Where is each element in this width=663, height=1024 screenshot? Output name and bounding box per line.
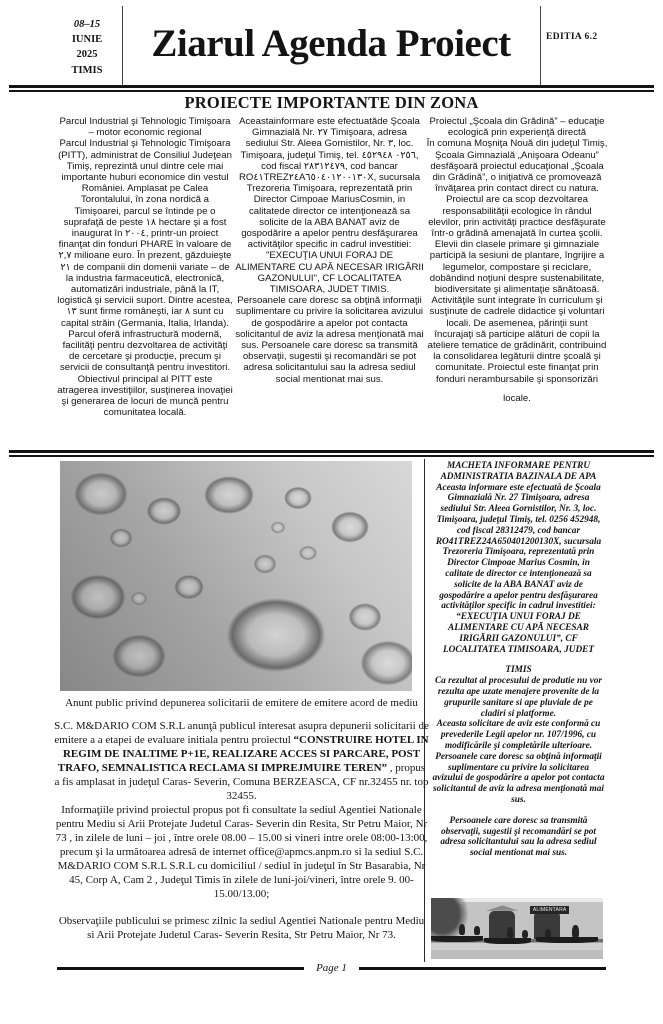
footer-rule-left [57, 967, 304, 970]
page-number: Page 1 [316, 962, 347, 974]
announcement-paragraph: Observaţiile publicului se primesc zilnic la sediul Agentiei Nationale pentru Mediu si Arii Protejate Judetul Caras- Severin Resita, Str Petru Maior, Nr 73. [58, 915, 425, 941]
alimentara-sign: ALIMENTARA [530, 906, 570, 914]
notice-paragraph: Persoanele care doresc sa transmită observaţii, sugestii şi recomandări se pot adresa solicitantului sau la adresa sediul social mentionat mai sus. [440, 815, 597, 859]
boat-silhouette [536, 937, 598, 942]
issue-date-box [55, 17, 119, 78]
issue-year: 2025 [76, 49, 98, 61]
person-silhouette [522, 930, 528, 938]
notice-paragraph: “EXECUŢIA UNUI FORAJ DE ALIMENTARE CU APĂ NECESAR IRIGĂRII GAZONULUI”, CF LOCALITATEA TIMISOARA, JUDET [442, 612, 595, 655]
flood-photo [431, 898, 603, 959]
edition-label: EDITIA 6.2 [546, 32, 598, 42]
article-paragraph: În comuna Moşniţa Nouă din judeţul Timiş, Şcoala Gimnazială „Anişoara Odeanu” desfăşoară proiectul educaţional „Şcoala din Grădină”, o iniţiativă ce promovează învăţarea prin contact direct cu natura. Proiectul are ca scop dezvoltarea responsabilităţii ecologice în rândul elevilor, prin activităţi practice desfăşurate într-o grădină amenajată în curtea şcolii. Elevii din clasele primare şi gimnaziale participă la sesiuni de plantare, îngrijire a legumelor, compostare şi reciclare, dobândind noţiuni despre sustenabilitate, biodiversitate şi alimentaţie sănătoasă. Activităţile sunt integrate în curriculum şi susţinute de cadrele didactice şi voluntari locali. De asemenea, părinţii sunt încurajaţi să participe alături de copii la ateliere tematice de grădinărit, contribuind la consolidarea legăturii dintre şcoală şi comunitate. Proiectul este finanţat prin fonduri nerambursabile şi sponsorizări [426, 138, 608, 385]
footer-rule-right [359, 967, 606, 970]
header-rule [9, 85, 654, 92]
notice-paragraph: Aceasta informare este efectuată de Şcoala Gimnazială Nr. 27 Timişoara, adresa sediului Str. Aleea Gornistilor, Nr. 3, loc. Timişoara, judeţul Timiş, tel. 0256 452948, cod fiscal 28312479, cod bancar RO41TREZ24A650401200130X, sucursala Trezoreria Timişoara, reprezentată prin Director Cimpoae Marius Cosmin, in calitate de director ce intenţionează sa solicite de la ABA BANAT aviz de gospodărire a apelor pentru desfăşurarea activităţilor specific in cadrul investitiei: [435, 482, 602, 612]
article-paragraph: Parcul Industrial şi Tehnologic Timişoara (PITT), administrat de Consiliul Judeţean Timiş, reprezintă unul dintre cele mai importante huburi economice din vestul României. Amplasat pe Calea Torontalului, în zona nordică a Timişoarei, parcul se întinde pe o suprafaţă de peste ١٨ hectare şi a fost inaugurat în ٢٠٠٤, printr-un proiect finanţat din fonduri PHARE în valoare de ٢,٧ milioane euro. În prezent, găzduieşte ٢١ de companii din domenii variate – de la industria farmaceutică, electronică, automatizări industriale, până la IT, logistică şi servicii suport. Dintre acestea, ١٣ sunt firme româneşti, iar ٨ sunt cu capital străin (Germania, Italia, Irlanda). Parcul oferă infrastructură modernă, facilităţi pentru dezvoltarea de activităţi de cercetare şi producţie, precum şi servicii de consultanţă pentru investitori. Obiectivul principal al PITT este atragerea investiţiilor, susţinerea inovaţiei şi generarea de locuri de muncă pentru comunitatea locală. [57, 138, 233, 419]
water-droplets-photo [60, 461, 412, 691]
boat-silhouette [484, 938, 530, 943]
article-title: Proiectul „Şcoala din Grădină” – educaţie ecologică prin experienţă directă [429, 116, 605, 139]
article-paragraph: Persoanele care doresc sa obţină informaţii suplimentare cu privire la solicitarea avizului de gospodărire a apelor pot contacta solicitantul de aviz la adresa menţionată mai sus. Persoanele care doresc sa transmită observaţii, sugestii şi recomandări se pot adresa solicitantului sau la adresa sediul social mentionat mai sus. [235, 295, 424, 385]
announcement-intro: S.C. M&DARIO COM S.R.L anunţă publicul interesat asupra depunerii solicitarii de emitere a a etapei de evaluare initiala pentru proiectul [54, 720, 429, 746]
notice-column [432, 461, 605, 859]
person-silhouette [474, 926, 480, 935]
article-columns [57, 116, 608, 452]
article-column-3 [426, 116, 608, 452]
page-footer [57, 962, 606, 974]
mid-rule [9, 450, 654, 457]
issue-dates: 08–15 [73, 19, 101, 30]
person-silhouette [459, 924, 465, 935]
notice-paragraph: Ca rezultat al procesului de produtie nu vor rezulta ape uzate menajere provenite de la grupurile sanitare si ape pluviale de pe cladiri si platforme. [434, 676, 603, 719]
masthead-divider-right [540, 6, 541, 85]
notice-paragraph: Aceasta solicitare de aviz este conformă cu prevederile Legii apelor nr. 107/1996, cu modificările şi completările ulterioare. [436, 719, 601, 751]
article-paragraph: Aceastainformare este efectuatăde Şcoala Gimnazială Nr. ٢٧ Timişoara, adresa sediului Str. Aleea Gornistilor, Nr. ٣, loc. Timişoara, judeţul Timiş, tel. ٠٢٥٦ ٤٥٢٩٤٨, cod fiscal ٢٨٣١٢٤٧٩, cod bancar RO٤١TREZ٢٤A٦٥٠٤٠١٢٠٠١٣٠X, sucursala Trezoreria Timişoara, reprezentată prin Director Cimpoae MariusCosmin, in calitatede director ce intenţionează sa solicite de la ABA BANAT aviz de gospodărire a apelor pentru desfăşurarea activităţilor specific in cadrul investitiei: "EXECUŢIA UNUI FORAJ DE ALIMENTARE CU APĂ NECESAR IRIGĂRII GAZONULUI", CF LOCALITATEA TIMISOARA, JUDET TIMIS. [235, 116, 424, 296]
announcement-heading: Anunt public privind depunerea solicitarii de emitere de emitere acord de mediu [65, 697, 418, 709]
article-title: Parcul Industrial şi Tehnologic Timişoara – motor economic regional [59, 116, 231, 139]
notice-paragraph: Persoanele care doresc sa obţină informaţii suplimentare cu privire la solicitarea avizului de gospodărire a apelor pot contacta solicitantul de aviz la adresa menţionată mai sus. [432, 751, 605, 805]
announcement-location: , propus a fis amplasat in judeţul Caras- Severin, Comuna BERZEASCA, CF nr.32455 nr. top 32455. [54, 762, 429, 802]
public-announcement [54, 696, 429, 942]
notice-title: MACHETA INFORMARE PENTRU ADMINISTRATIA BAZINALA DE APA [440, 461, 597, 482]
section-heading: PROIECTE IMPORTANTE DIN ZONA [184, 93, 479, 112]
person-silhouette [572, 925, 579, 938]
article-column-2 [235, 116, 424, 452]
announcement-project-title: “CONSTRUIRE HOTEL IN REGIM DE INALTIME P+1E, REALIZARE ACCES SI PARCARE, POST TRAFO, SEMNALISTICA RECLAMA SI IMPREJMUIRE TEREN” [57, 734, 429, 774]
person-silhouette [507, 927, 513, 938]
article-paragraph: locale. [503, 392, 531, 404]
issue-county: TIMIS [71, 64, 103, 76]
announcement-paragraph [54, 719, 429, 803]
announcement-paragraph: Informaţiile privind proiectul propus pot fi consultate la sediul Agentiei Nationale pentru Mediu si Arii Protejate Judetul Caras- Severin din Resita, Str Petru Maior, Nr 73 , in zilele de luni – joi , între orele 08.00 – 15.00 si vineri intre orele 08:00-13:00, precum şi la următoarea adresă de internet office@apmcs.anpm.ro si la sediul S.C. M&DARIO COM S.R.L S.R.L cu domiciliul / sediul în judeţul în Str Basarabia, Nr 45, Corp A, Cam 2 , Judeţul Timis în zilele de luni-joi/vineri, între orele 9. 00-15.00/13.00; [55, 804, 428, 900]
issue-month: IUNIE [71, 34, 103, 46]
newspaper-title: Ziarul Agenda Proiect [151, 22, 511, 65]
article-column-1 [57, 116, 233, 452]
notice-paragraph: TIMIS [505, 665, 532, 676]
boat-silhouette [431, 936, 483, 941]
